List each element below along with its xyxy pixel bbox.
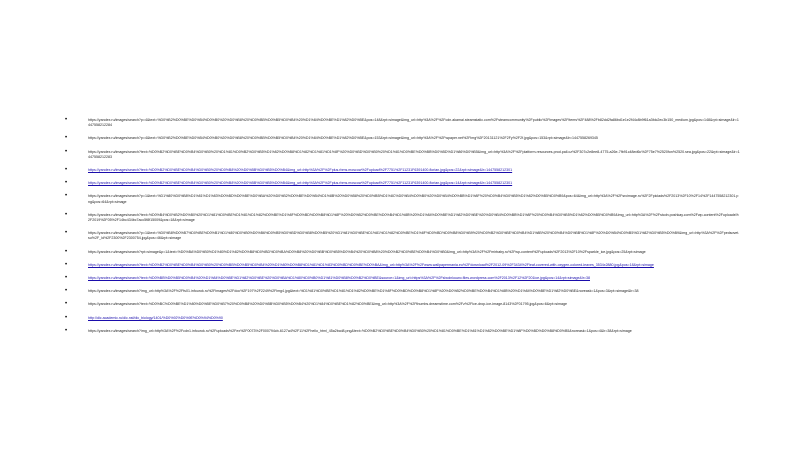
list-item — [58, 118, 740, 128]
url-text: https://yandex.ru/images/search?p=1&text=%D0%B8%D0%B7%D0%BE%D0%B1%D1%80%D0%B0%D0%B6%D0%B5%D0%BD%D0%B8%D0%B5%20%D1%81%D0%BE%D1%81%D1%82%D0%BE%D1%8F%D0%BD%D0%B8%D0%B9%20%D0%B2%D0%BE%D0%B4%D1%8B%20%D0%B4%D0%BB%D1%8F%20%D0%B4%D0%B5%D1%82%D0%B5%D0%B9&img_url=http%3A%2F%2Fpedsovet.su%2F_ld%2F2300%2F2300754.jpg&pos=46&rpt=simage — [88, 231, 740, 241]
list-item — [58, 213, 740, 223]
bullet-icon: • — [65, 180, 68, 187]
list-item — [58, 136, 740, 141]
bullet-icon: • — [65, 167, 68, 174]
bullet-icon: • — [65, 148, 68, 155]
list-item — [58, 276, 740, 281]
url-text: https://yandex.ru/images/search?img_url=http%3A%2F%2Ffs01.infourok.ru%2Fimages%2Fdoc%2F197%2F2249%2Fimg4.jpg&text=%D1%81%D0%BE%D1%81%D1%82%D0%BE%D1%8F%D0%BD%D0%B8%D1%8F%20%D0%B2%D0%BE%D0%B4%D1%8B%20%D1%84%D0%BE%D1%82%D0%BE&noreask=1&pos=3&rpt=simage&lr=38 — [88, 289, 639, 294]
list-item — [58, 231, 740, 241]
bullet-icon: • — [65, 211, 68, 218]
url-text: https://yandex.ru/images/search?p=4&text=%D0%B2%D0%BE%D0%B4%D0%B0%20%D0%B8%20%D0%BB%D0%B5%D0%B4%20%D1%84%D0%BE%D1%82%D0%BE&pos=148&rpt=simage&img_url=http%3A%2F%2Fcdn.akamai.steamstatic.com%2Fsteamcommunity%2Fpublic%2Fimages%2Fitems%2F488%2Fb82dd2fa86bd1e1e2f44c8b9f61a3fdc2ec3b150_medium.jpg&pos=148&rpt=simage&lr=1447558212284 — [88, 118, 739, 128]
list-item — [58, 150, 740, 160]
list-item — [58, 289, 740, 294]
bullet-icon: • — [65, 193, 68, 200]
url-text: https://yandex.ru/images/search?text=%D0%B2%D0%BE%D0%B4%D0%B0%20%D1%81%D0%B2%D0%B5%D1%82%D0%B8%D1%82%D1%81%D1%8F%20%D0%BD%D0%B0%20%D1%81%D0%BE%D0%BB%D0%BD%D1%86%D0%B5&img_url=http%3A%2F%2Fplatform-resources-prod.pall.cz%2F307c2e8ee8-4775-a26e-7fb91c48ed6c%2F75e7%2520fon%2520.sea.jpg&pos=22&rpt=simage&lr=1447558212283 — [88, 149, 740, 159]
url-text: https://yandex.ru/images/search?rpt=simage&p=1&text=%D0%BA%D0%B0%D1%80%D1%82%D0%B8%D0%BD%D0%BA%D0%B8%20%D0%BB%D0%B5%D0%B4%20%D0%B8%20%D0%B2%D0%BE%D0%B4%D0%B0&img_url=http%3A%2F%2Fmirbaby.ru%2Fwp-content%2Fuploads%2F2013%2F10%2Fsparkle_ice.jpg&pos=25&rpt=simage — [88, 249, 646, 254]
url-text: https://yandex.ru/images/search?text=%D0%BC%D0%BE%D1%80%D0%BE%D0%B7%20%D0%B8%20%D0%BB%D0%B5%D0%B4%20%D1%84%D0%BE%D1%82%D0%BE&img_url=http%3A%2F%2Fthumbs.dreamstime.com%2Fz%2Fice-drop-ice-image-8143%2F01795.jpg&pos=6&rpt=simage — [88, 302, 567, 307]
bullet-icon: • — [65, 135, 68, 142]
bullet-icon: • — [65, 261, 68, 268]
bullet-icon: • — [65, 288, 68, 295]
url-text: https://yandex.ru/images/search?p=1&text=%D1%80%D0%B8%D1%81%D1%83%D0%BD%D0%BE%D0%BA%20%D0%B2%D0%BE%D0%B4%D1%8B%20%D0%B8%20%D0%BB%D1%8C%D0%B4%D0%B0%20%D0%B4%D0%BB%D1%8F%20%D0%B4%D0%B5%D1%82%D0%B5%D0%B9&pos=64&img_url=http%3A%2F%2Fsrcimage.ru%2F2Fpiclads%2F2013%2F10%2F14%2F1447558212301.png&pos=64&rpt=simage — [88, 194, 739, 204]
bullet-icon: • — [65, 314, 68, 321]
url-link[interactable]: https://yandex.ru/images/search?text=%D0%B2%D0%BE%D0%B4%D0%B0%20%D0%B8%20%D0%BB%D0%B5%D0%B4&img_url=http%3A%2F%2Fplus.rbms.moscow%2Fupload%2F7751%2F11231F6391400-florian.jpg&pos=14&rpt=simage&lr=1447558212301 — [88, 181, 513, 186]
url-text: https://yandex.ru/images/search?p=4&text=%D0%B2%D0%BE%D0%B4%D0%B0%20%D0%B8%20%D0%BB%D0%B5%D0%B4%20%D1%84%D0%BE%D1%82%D0%BE&pos=153&rpt=simage&img_url=http%3A%2F%2Fwpaper.net%2Fimg%2F20131121%2F2Fy%2F2f.jpg&pos=153&rpt=simage&lr=1447558269345 — [88, 136, 598, 141]
bullet-icon: • — [65, 248, 68, 255]
bullet-icon: • — [65, 327, 68, 334]
list-item — [58, 194, 740, 204]
list-item — [58, 316, 740, 321]
url-text: https://yandex.ru/images/search?text=%D0%B4%D0%B2%D0%B0%20%D1%81%D0%BE%D1%81%D1%82%D0%BE%D1%8F%D0%BD%D0%B8%D1%8F%20%D0%B2%D0%BE%D0%B4%D1%8B%20%D1%84%D0%BE%D1%82%D0%BE%20%D0%B4%D0%BB%D1%8F%20%D0%B4%D0%B5%D1%82%D0%B5%D0%B9&img_url=http%3A%2F%2Fstcdn.poshkay.com%2Fwp-content%2Fuploads%2F2019%2F05%2F14bc434bc7acc5f8f15009&pos=18&rpt=simage — [88, 212, 739, 223]
url-link[interactable]: https://yandex.ru/images/search?text=%D0%B2%D0%BE%D0%B4%D0%B0%20%D0%BB%D0%B5%D0%B4%20%D1%80%D0%B8%D1%81%D1%83%D0%BD%D0%BE%D0%BA&img_url=http%3A%2F%2Fwww.wallpapermania.eu%2Fdownload%2F2012-09%2F3434%2Fleaf-covered-with-oxygen-colored-leaves_3534x2880.jpg&pos=18&rpt=simage — [88, 262, 654, 267]
list-item — [58, 302, 740, 307]
list-item — [58, 263, 740, 268]
url-text: https://yandex.ru/images/search?img_url=http%3A%2F%2Fcdn1.infourok.ru%2Fuploads%2Fex%2F0073%2F000794cb-6127a4%2F11%2Fhello_html_45a2bcd8.png&text=%D0%B2%D0%BE%D0%B4%D0%B0%20%D1%81%D0%BE%D1%81%D1%82%D0%BE%D1%8F%D0%BD%D0%B8%D0%B5&noreask=1&pos=4&lr=38&rpt=simage — [88, 328, 632, 333]
url-link[interactable]: https://yandex.ru/images/search?text=%D0%BB%D0%B5%D0%B4%20%D1%84%D0%BE%D1%82%D0%BE%20%D0%BA%D1%80%D0%B0%D1%81%D0%B8%D0%B2%D0%BE&source=1&img_url=https%3A%2F%2Fsbcdnlouwo.files.wordpress.com%2F2013%2F12%2F201ice.jpg&pos=14&rpt=simage&lr=38 — [88, 276, 590, 281]
url-link[interactable]: http://dic.academic.ru/dic.nsf/dic_biology/1401/%D0%92%D0%9E%D0%94%D0%90 — [88, 315, 223, 320]
bullet-icon: • — [65, 301, 68, 308]
list-item — [58, 250, 740, 255]
url-list — [58, 118, 740, 342]
list-item — [58, 329, 740, 334]
bullet-icon: • — [65, 230, 68, 237]
url-link[interactable]: https://yandex.ru/images/search?text=%D0%B2%D0%BE%D0%B4%D0%B0%20%D0%B8%20%D0%BB%D0%B5%D0%B4&img_url=http%3A%2F%2Fplus.rbms.moscow%2Fupload%2F7751%2F11231F6391400-florian.jpg&pos=22&rpt=simage&lr=1447558212301 — [88, 168, 513, 173]
bullet-icon: • — [65, 117, 68, 123]
list-item — [58, 168, 740, 173]
list-item — [58, 181, 740, 186]
bullet-icon: • — [65, 275, 68, 282]
